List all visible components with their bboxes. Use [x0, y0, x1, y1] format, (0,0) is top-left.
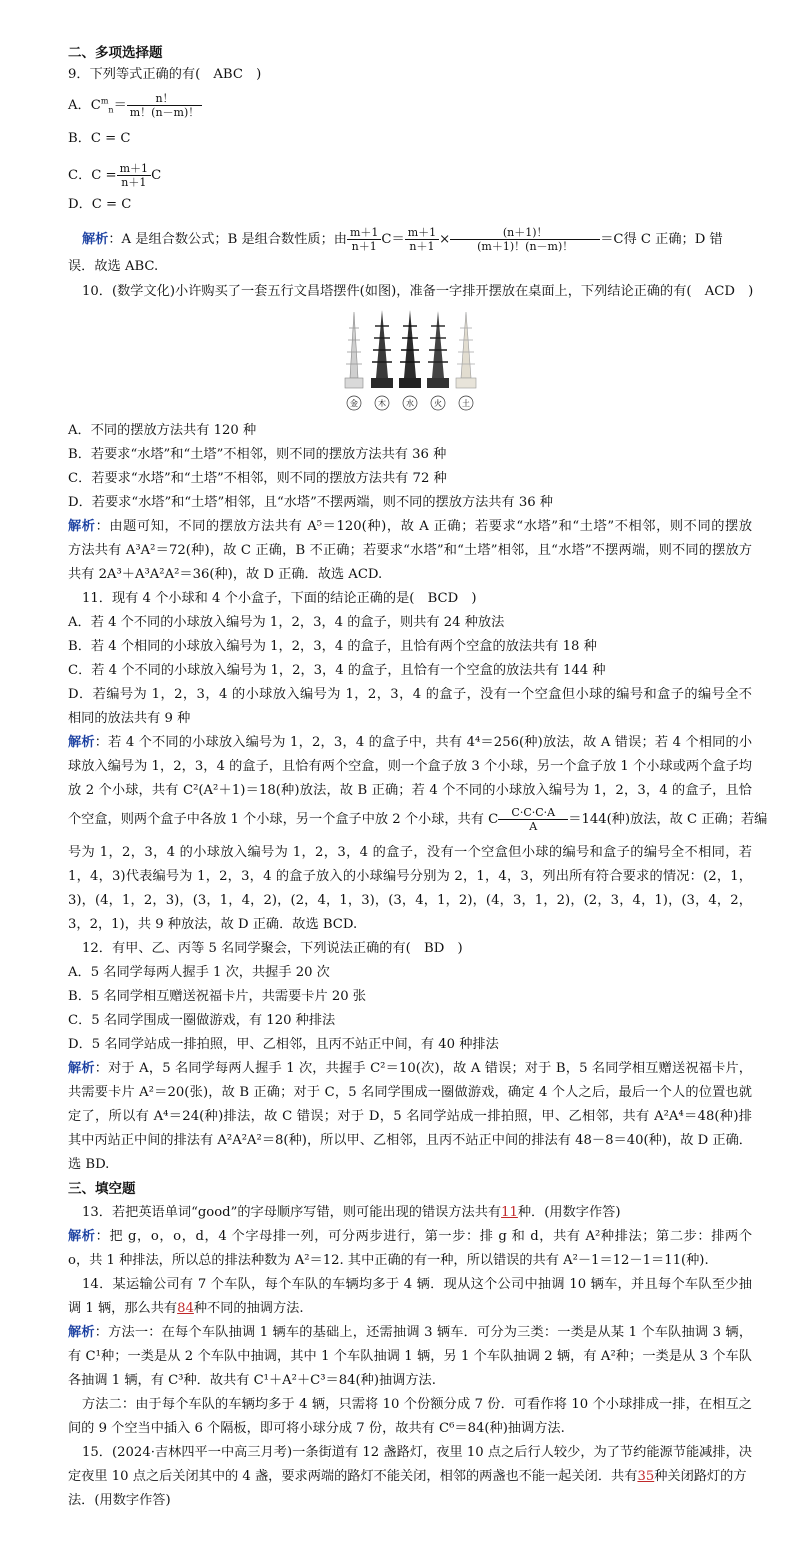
- q11-analysis-line4: 个空盒，则两个盒子中各放 1 个小球，另一个盒子中放 2 个小球，共有 C $\frac{C\cdot C\cdot C\cdot A}{A}$ ＝144(种)放法，故 C 正确；若编: [68, 806, 768, 833]
- q11-analysis-line2: 球放入编号为 1，2，3，4 的盒子，且恰有两个空盒，则一个盒子放 3 个小球，另一个盒子放 1 个小球或两个盒子均: [68, 759, 752, 774]
- q12-option-a: A．5 名同学每两人握手 1 次，共握手 20 次: [68, 965, 330, 980]
- q15-answer: 35: [637, 1469, 655, 1484]
- q15-stem-line1: 15．(2024·吉林四平一中高三月考)一条街道有 12 盏路灯，夜里 10 点之后行人较少，为了节约能源节能减排，决: [82, 1445, 752, 1460]
- q10-option-b: B．若要求“水塔”和“土塔”不相邻，则不同的摆放方法共有 36 种: [68, 447, 447, 462]
- q10-option-a: A．不同的摆放方法共有 120 种: [68, 423, 257, 438]
- pagoda-fire: [427, 311, 449, 388]
- q9-stem: 9．下列等式正确的有( ABC ): [68, 67, 262, 82]
- q10-analysis-line3: 共有 2A³＋A³A²A²＝36(种)，故 D 正确．故选 ACD.: [68, 567, 383, 582]
- q11-option-a: A．若 4 个不同的小球放入编号为 1，2，3，4 的盒子，则共有 24 种放法: [68, 615, 505, 630]
- label-fire: 火: [434, 399, 442, 408]
- q14-analysis-line5: 间的 9 个空当中插入 6 个隔板，即可将小球分成 7 份，故共有 C⁶＝84(种)抽调方法.: [68, 1421, 565, 1436]
- pagoda-metal: [345, 312, 363, 388]
- q9-option-c: C．C = $\frac{m+1}{n+1}$ C: [68, 162, 162, 189]
- q9-option-d: D．C = C: [68, 197, 132, 212]
- q11-option-c: C．若 4 个不同的小球放入编号为 1，2，3，4 的盒子，且恰有一个空盒的放法共有 144 种: [68, 663, 606, 678]
- section-title-multiple-choice: 二、多项选择题: [68, 45, 163, 61]
- pagoda-water: [399, 310, 421, 388]
- q12-option-c: C．5 名同学围成一圈做游戏，有 120 种排法: [68, 1013, 336, 1028]
- q12-option-b: B．5 名同学相互赠送祝福卡片，共需要卡片 20 张: [68, 989, 366, 1004]
- q11-analysis-line7: 3)，(4，1，2，3)，(3，1，4，2)，(2，4，1，3)，(3，4，1，2)，(4，3，1，2)，(2，3，4，1)，(3，4，2，: [68, 893, 752, 908]
- label-water: 水: [406, 399, 414, 408]
- pagoda-wood: [371, 310, 393, 388]
- q13-stem: 13．若把英语单词“good”的字母顺序写错，则可能出现的错误方法共有11种．(用数字作答): [82, 1205, 621, 1220]
- q9-analysis-line1: 解析：A 是组合数公式；B 是组合数性质；由 $\frac{m+1}{n+1}$ C＝ $\frac{m+1}{n+1}$ × $\frac{(n+1)!}{(m+1)!(n-m)!}$ ＝C得 C 正确；D 错: [82, 226, 723, 253]
- five-pagodas-figure: [340, 308, 480, 412]
- q9-option-b: B．C = C: [68, 131, 131, 146]
- q11-analysis-line3: 放 2 个小球，共有 C²(A²＋1)＝18(种)放法，故 B 正确；若 4 个不同的小球放入编号为 1，2，3，4 的盒子，且恰: [68, 783, 752, 798]
- q9-analysis-line2: 误．故选 ABC.: [68, 259, 159, 274]
- q15-stem-line3: 法．(用数字作答): [68, 1493, 171, 1508]
- q12-analysis-line3: 定了，所以有 A⁴＝24(种)排法，故 C 错误；对于 D，5 名同学站成一排拍照，甲、乙相邻，共有 A²A⁴＝48(种)排: [68, 1109, 752, 1124]
- q14-answer: 84: [177, 1301, 194, 1316]
- q13-analysis-line2: o，共 1 种排法，所以总的排法种数为 A²＝12. 其中正确的有一种，所以错误的共有 A²－1＝12－1＝11(种).: [68, 1253, 709, 1268]
- label-metal: 金: [350, 399, 358, 408]
- q12-analysis-line1: 解析：对于 A，5 名同学每两人握手 1 次，共握手 C²＝10(次)，故 A 错误；对于 B，5 名同学相互赠送祝福卡片，: [68, 1061, 752, 1076]
- q13-answer: 11: [501, 1205, 518, 1220]
- section-title-fill-in: 三、填空题: [68, 1181, 136, 1197]
- q13-analysis-line1: 解析：把 g，o，o，d，4 个字母排一列，可分两步进行，第一步：排 g 和 d，共有 A²种排法；第二步：排两个: [68, 1229, 752, 1244]
- q11-option-d-line1: D．若编号为 1，2，3，4 的小球放入编号为 1，2，3，4 的盒子，没有一个空盒但小球的编号和盒子的编号全不: [68, 687, 752, 702]
- label-earth: 土: [462, 399, 470, 408]
- q12-analysis-line2: 共需要卡片 A²＝20(张)，故 B 正确；对于 C，5 名同学围成一圈做游戏，确定 4 个人之后，最后一个人的位置也就: [68, 1085, 752, 1100]
- q12-stem: 12．有甲、乙、丙等 5 名同学聚会，下列说法正确的有( BD ): [82, 941, 463, 956]
- q9-a-fraction: $\frac{n!}{m!(n-m)!}$: [127, 92, 203, 119]
- q12-option-d: D．5 名同学站成一排拍照，甲、乙相邻，且丙不站正中间，有 40 种排法: [68, 1037, 499, 1052]
- q11-analysis-line1: 解析：若 4 个不同的小球放入编号为 1，2，3，4 的盒子中，共有 4⁴＝256(种)放法，故 A 错误；若 4 个相同的小: [68, 735, 752, 750]
- q14-analysis-line2: 有 C¹种；一类是从 2 个车队中抽调，其中 1 个车队抽调 1 辆，另 1 个车队抽调 2 辆，有 A²种；一类是从 3 个车队: [68, 1349, 752, 1364]
- q14-stem-line1: 14．某运输公司有 7 个车队，每个车队的车辆均多于 4 辆．现从这个公司中抽调 10 辆车，并且每个车队至少抽: [82, 1277, 752, 1292]
- q10-analysis-line2: 方法共有 A³A²＝72(种)，故 C 正确，B 不正确；若要求“水塔”和“土塔”相邻，且“水塔”不摆两端，则不同的摆放方: [68, 543, 752, 558]
- q10-stem: 10．(数学文化)小许购买了一套五行文昌塔摆件(如图)，准备一字排开摆放在桌面上，下列结论正确的有( ACD ): [82, 284, 754, 299]
- q11-option-d-line2: 相同的放法共有 9 种: [68, 711, 191, 726]
- q10-option-d: D．若要求“水塔”和“土塔”相邻，且“水塔”不摆两端，则不同的摆放方法共有 36 种: [68, 495, 553, 510]
- q9-option-a: A．$C^m_n=$ $\frac{n!}{m!(n-m)!}$: [68, 92, 202, 120]
- q11-analysis-line5: 号为 1，2，3，4 的小球放入编号为 1，2，3，4 的盒子，没有一个空盒但小球的编号和盒子的编号全不相同，若: [68, 845, 752, 860]
- q12-analysis-line4: 其中丙站正中间的排法有 A²A²A²＝8(种)，所以甲、乙相邻，且丙不站正中间的排法有 48－8＝40(种)，故 D 正确．: [68, 1133, 752, 1148]
- pagoda-earth: [456, 312, 476, 388]
- q10-analysis-line1: 解析：由题可知，不同的摆放方法共有 A⁵＝120(种)，故 A 正确；若要求“水塔”和“土塔”不相邻，则不同的摆放: [68, 519, 752, 534]
- q14-stem-line2: 调 1 辆，那么共有84种不同的抽调方法.: [68, 1301, 304, 1316]
- q15-stem-line2: 定夜里 10 点之后关闭其中的 4 盏，要求两端的路灯不能关闭，相邻的两盏也不能一起关闭．共有35种关闭路灯的方: [68, 1469, 747, 1484]
- q11-stem: 11．现有 4 个小球和 4 个小盒子，下面的结论正确的是( BCD ): [82, 591, 477, 606]
- q14-analysis-line4: 方法二：由于每个车队的车辆均多于 4 辆，只需将 10 个份额分成 7 份．可看作将 10 个小球排成一排，在相互之: [82, 1397, 752, 1412]
- q12-analysis-line5: 选 BD.: [68, 1157, 110, 1172]
- q11-option-b: B．若 4 个相同的小球放入编号为 1，2，3，4 的盒子，且恰有两个空盒的放法共有 18 种: [68, 639, 597, 654]
- q10-option-c: C．若要求“水塔”和“土塔”不相邻，则不同的摆放方法共有 72 种: [68, 471, 447, 486]
- label-wood: 木: [378, 399, 386, 408]
- q14-analysis-line1: 解析：方法一：在每个车队抽调 1 辆车的基础上，还需抽调 3 辆车．可分为三类：一类是从某 1 个车队抽调 3 辆，: [68, 1325, 752, 1340]
- q14-analysis-line3: 各抽调 1 辆，有 C³种．故共有 C¹＋A²＋C³＝84(种)抽调方法.: [68, 1373, 436, 1388]
- q11-analysis-line8: 3，2，1)，共 9 种放法，故 D 正确．故选 BCD.: [68, 917, 358, 932]
- q11-analysis-line6: 1，4，3)代表编号为 1，2，3，4 的盒子放入的小球编号分别为 2，1，4，3，列出所有符合要求的情况：(2，1，: [68, 869, 752, 884]
